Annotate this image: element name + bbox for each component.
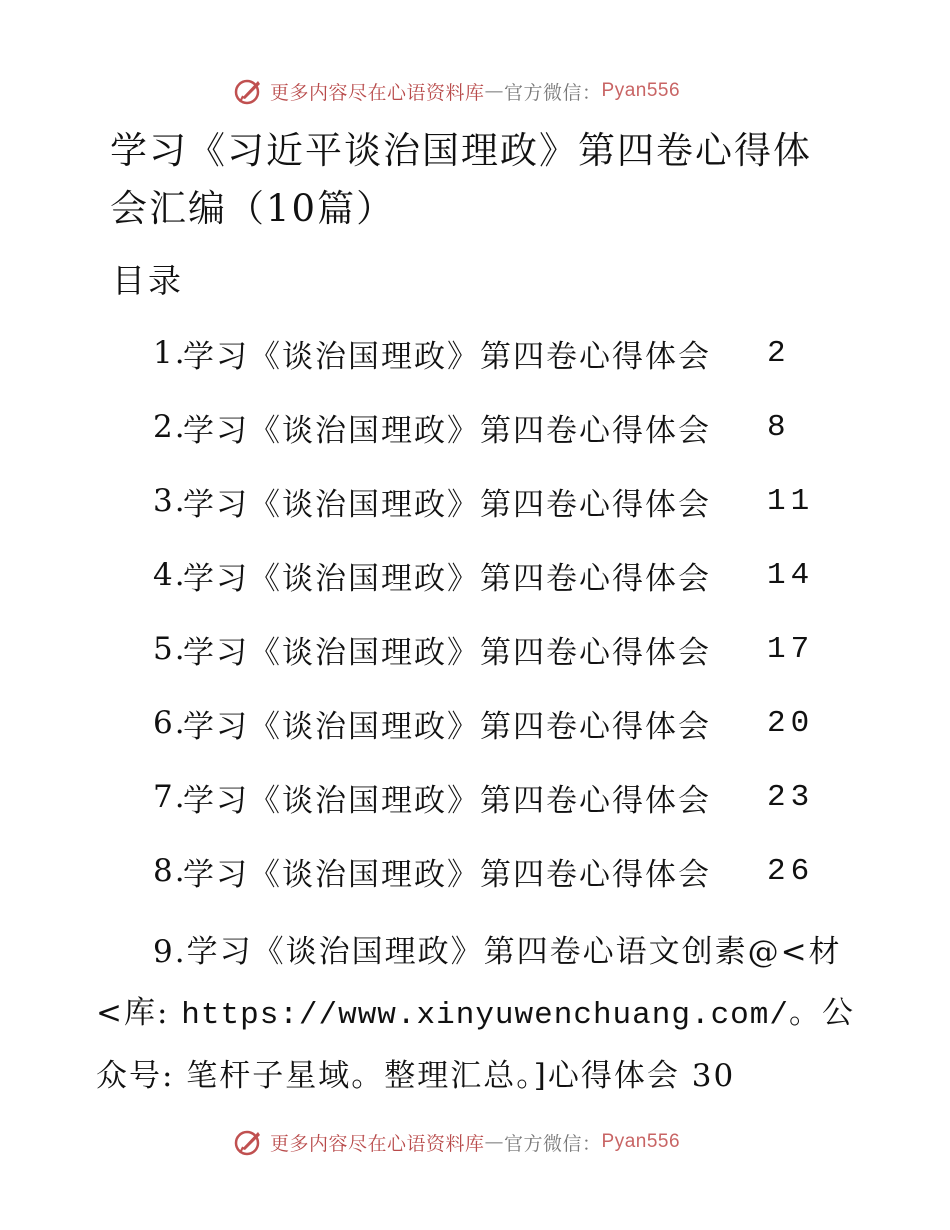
toc-item-number: 5. <box>153 631 187 667</box>
quill-logo-icon <box>234 1127 264 1157</box>
toc-item-number: 9. <box>153 934 187 970</box>
toc-item-page: 2 <box>767 335 791 371</box>
watermark-separator: — <box>484 1131 505 1153</box>
toc-item-text: 学习《谈治国理政》第四卷心得体会 <box>183 634 711 671</box>
toc-item-page: 8 <box>767 409 791 445</box>
source-url-link[interactable]: https://www.xinyuwenchuang.com/ <box>181 998 789 1033</box>
toc-item-text: 学习《谈治国理政》第四卷心得体会 <box>183 560 711 597</box>
toc-item[interactable] <box>153 849 853 893</box>
toc-item-text: 学习《谈治国理政》第四卷心得体会 <box>183 486 711 523</box>
watermark-text: 更多内容尽在心语资料库 <box>270 1132 485 1155</box>
quill-logo-icon <box>234 76 264 106</box>
document-title: 学习《习近平谈治国理政》第四卷心得体会汇编（10篇） <box>110 129 812 230</box>
toc-item-page: 20 <box>767 705 815 741</box>
toc-item-text: 学习《谈治国理政》第四卷心得体会 <box>183 338 711 375</box>
toc-item[interactable] <box>153 331 853 375</box>
toc-item-page: 14 <box>767 557 815 593</box>
toc-item-text: 学习《谈治国理政》第四卷心得体会 <box>183 708 711 745</box>
toc-item-page: 17 <box>767 631 815 667</box>
toc-item-number: 1. <box>153 335 187 371</box>
watermark-wechat-id: Pyan556 <box>601 1131 681 1152</box>
watermark-wechat-label: 官方微信： <box>504 81 602 104</box>
toc-item-number: 4. <box>153 557 187 593</box>
toc-item-number: 7. <box>153 779 187 815</box>
toc-item-number: 3. <box>153 483 187 519</box>
footer-watermark <box>234 1125 680 1159</box>
toc-item[interactable] <box>153 701 853 745</box>
toc-item-number: 8. <box>153 853 187 889</box>
toc-item-text: 学习《谈治国理政》第四卷心得体会 <box>183 782 711 819</box>
toc-item[interactable] <box>153 627 853 671</box>
toc-item-text-tail: 。公众号: 笔杆子星域。整理汇总。]心得体会 30 <box>96 995 855 1094</box>
watermark-separator: — <box>484 80 505 102</box>
toc-item-text: 学习《谈治国理政》第四卷心得体会 <box>183 412 711 449</box>
watermark-wechat-label: 官方微信： <box>504 1132 602 1155</box>
toc-item-page: 26 <box>767 853 815 889</box>
toc-item[interactable] <box>153 553 853 597</box>
toc-item-number: 6. <box>153 705 187 741</box>
toc-item-text: 学习《谈治国理政》第四卷心语文创素@<材<库: <box>96 934 842 1031</box>
header-watermark <box>234 74 680 108</box>
toc-item-page: 11 <box>767 483 815 519</box>
toc-item[interactable] <box>153 479 853 523</box>
watermark-text: 更多内容尽在心语资料库 <box>270 81 485 104</box>
toc-item-page: 23 <box>767 779 815 815</box>
toc-item-number: 2. <box>153 409 187 445</box>
watermark-wechat-id: Pyan556 <box>601 80 681 101</box>
toc-item[interactable] <box>153 775 853 819</box>
toc-heading: 目录 <box>112 261 184 300</box>
toc-item-text: 学习《谈治国理政》第四卷心得体会 <box>183 856 711 893</box>
toc-item-9[interactable] <box>96 922 856 1107</box>
toc-item[interactable] <box>153 405 853 449</box>
